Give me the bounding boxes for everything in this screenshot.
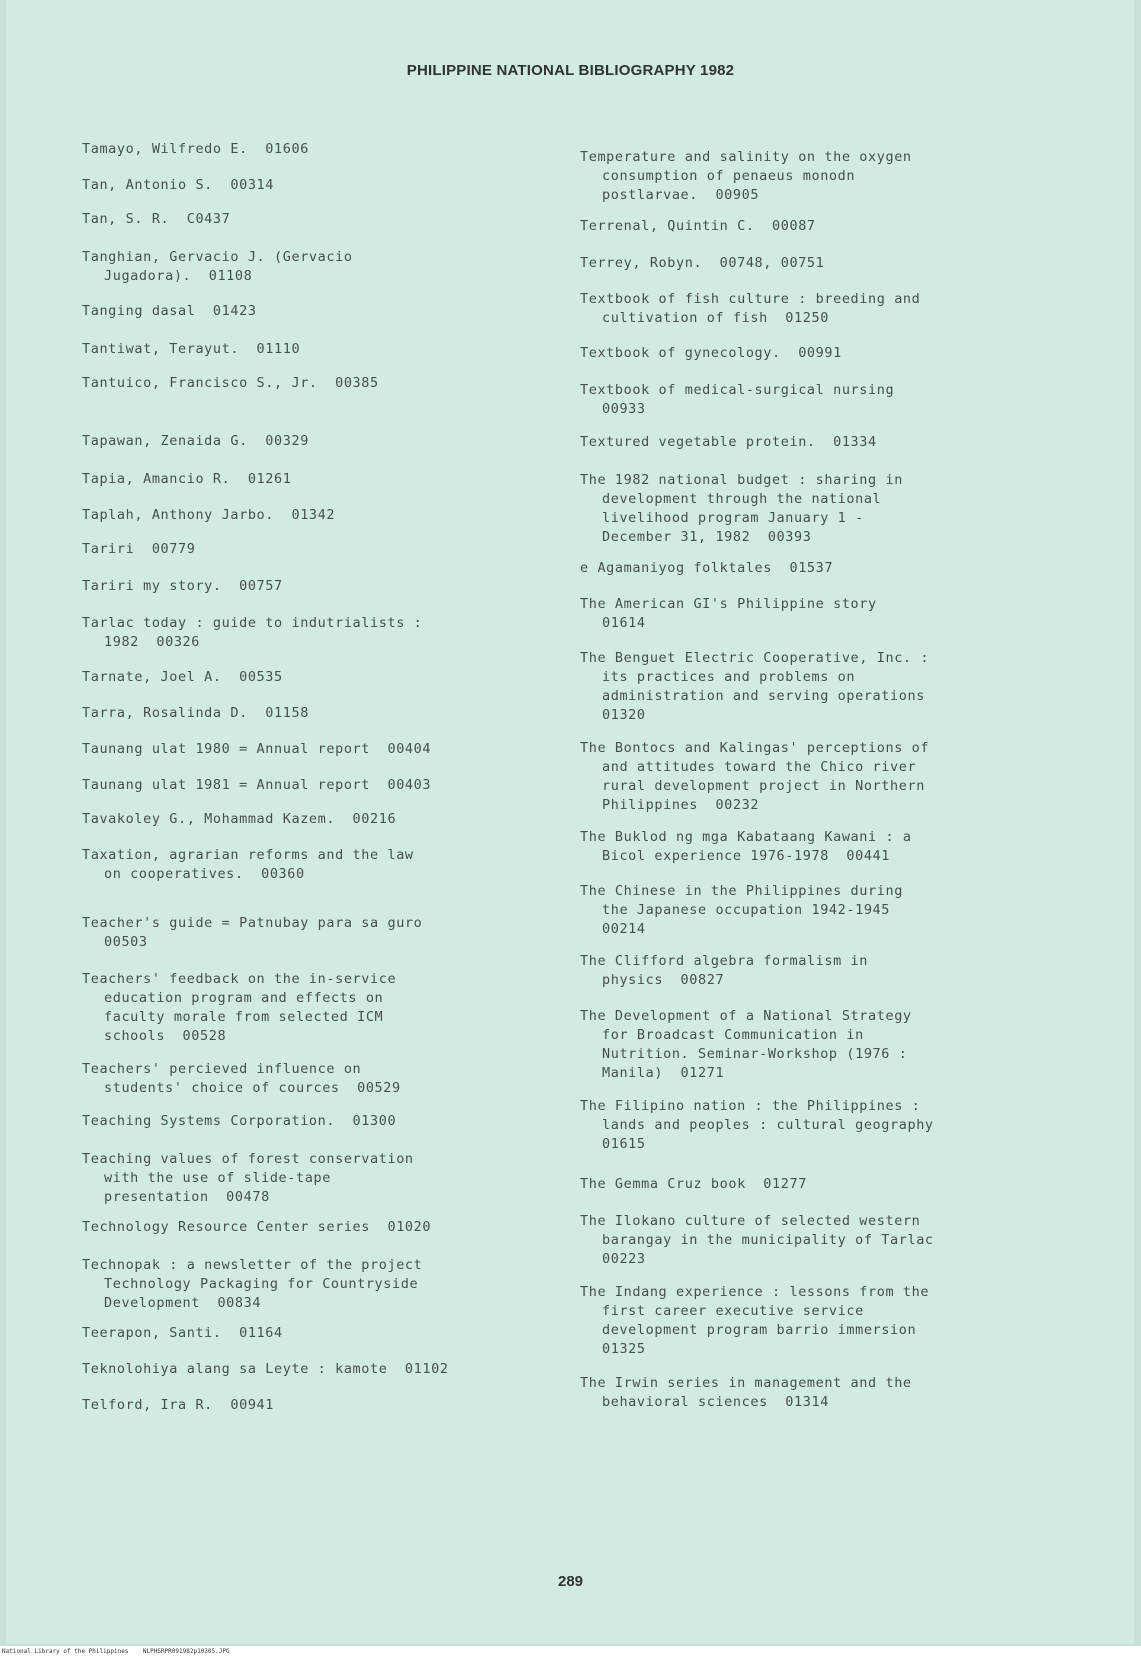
entry-line2: development through the national xyxy=(602,491,882,507)
right-entry xyxy=(580,381,894,419)
entry-line2: Bicol experience 1976-1978 00441 xyxy=(602,848,891,864)
left-entry xyxy=(82,374,379,393)
entry-line2: physics 00827 xyxy=(602,972,725,988)
entry-line1: Tantuico, Francisco S., Jr. 00385 xyxy=(82,375,379,391)
left-entry xyxy=(82,810,396,829)
entry-line2: lands and peoples : cultural geography xyxy=(602,1117,934,1133)
right-entry xyxy=(580,217,816,236)
entry-line1: Terrey, Robyn. 00748, 00751 xyxy=(580,255,825,271)
entry-line1: The Ilokano culture of selected western xyxy=(580,1213,921,1229)
right-entry xyxy=(580,1175,807,1194)
entry-line3: postlarvae. 00905 xyxy=(602,187,760,203)
entry-line1: The Clifford algebra formalism in xyxy=(580,953,869,969)
entry-line1: Taxation, agrarian reforms and the law xyxy=(82,847,414,863)
entry-line2: 00503 xyxy=(104,934,148,950)
entry-line1: Tariri 00779 xyxy=(82,541,196,557)
left-entry xyxy=(82,704,309,723)
entry-line3: Development 00834 xyxy=(104,1295,262,1311)
left-entry xyxy=(82,140,309,159)
left-entry xyxy=(82,668,283,687)
left-entry xyxy=(82,1324,283,1343)
left-entry xyxy=(82,540,195,559)
left-entry xyxy=(82,1060,401,1098)
left-entry xyxy=(82,176,274,195)
left-entry xyxy=(82,846,414,884)
right-entry xyxy=(580,828,912,866)
entry-line1: The Indang experience : lessons from the xyxy=(580,1284,930,1300)
right-entry xyxy=(580,882,903,939)
entry-line1: Taunang ulat 1981 = Annual report 00403 xyxy=(82,777,432,793)
right-entry xyxy=(580,1283,929,1359)
right-entry xyxy=(580,952,868,990)
entry-line1: Textured vegetable protein. 01334 xyxy=(580,434,877,450)
entry-line2: the Japanese occupation 1942-1945 xyxy=(602,902,891,918)
entry-line2: its practices and problems on xyxy=(602,669,856,685)
left-entry xyxy=(82,470,291,489)
left-entry xyxy=(82,1150,414,1207)
entry-line2: first career executive service xyxy=(602,1303,864,1319)
left-entry xyxy=(82,970,396,1046)
left-entry xyxy=(82,740,431,759)
entry-line3: faculty morale from selected ICM xyxy=(104,1009,384,1025)
entry-line1: Tanging dasal 01423 xyxy=(82,303,257,319)
entry-line1: Textbook of medical-surgical nursing xyxy=(580,382,895,398)
entry-line1: Teaching values of forest conservation xyxy=(82,1151,414,1167)
entry-line1: The Buklod ng mga Kabataang Kawani : a xyxy=(580,829,912,845)
entry-line2: consumption of penaeus monodn xyxy=(602,168,856,184)
page-number: 289 xyxy=(557,1573,584,1590)
footer-caption: National Library of the Philippines NLPHSRPR091982p10305.JPG xyxy=(0,1646,1141,1658)
right-entry xyxy=(580,649,929,725)
entry-line1: Tantiwat, Terayut. 01110 xyxy=(82,341,301,357)
entry-line1: The Chinese in the Philippines during xyxy=(580,883,903,899)
left-entry xyxy=(82,1396,274,1415)
entry-line1: The Filipino nation : the Philippines : xyxy=(580,1098,921,1114)
right-entry xyxy=(580,1212,934,1269)
entry-line2: cultivation of fish 01250 xyxy=(602,310,829,326)
entry-line3: development program barrio immersion xyxy=(602,1322,917,1338)
entry-line1: Tan, Antonio S. 00314 xyxy=(82,177,275,193)
left-entry xyxy=(82,1218,431,1237)
entry-line2: barangay in the municipality of Tarlac xyxy=(602,1232,934,1248)
entry-line1: The Irwin series in management and the xyxy=(580,1375,912,1391)
right-entry xyxy=(580,739,929,815)
entry-line4: Philippines 00232 xyxy=(602,797,760,813)
entry-line2: Jugadora). 01108 xyxy=(104,268,253,284)
entry-line1: Technopak : a newsletter of the project xyxy=(82,1257,423,1273)
entry-line4: 01320 xyxy=(602,707,646,723)
entry-line4: December 31, 1982 00393 xyxy=(602,529,812,545)
entry-line1: Teerapon, Santi. 01164 xyxy=(82,1325,283,1341)
entry-line3: 00214 xyxy=(602,921,646,937)
entry-line2: Technology Packaging for Countryside xyxy=(104,1276,419,1292)
entry-line2: 00933 xyxy=(602,401,646,417)
entry-line1: Textbook of fish culture : breeding and xyxy=(580,291,921,307)
entry-line1: The Bontocs and Kalingas' perceptions of xyxy=(580,740,930,756)
left-entry xyxy=(82,210,230,229)
left-entry xyxy=(82,302,257,321)
entry-line1: Teachers' feedback on the in-service xyxy=(82,971,397,987)
left-entry xyxy=(82,506,335,525)
entry-line1: Tarnate, Joel A. 00535 xyxy=(82,669,283,685)
entry-line1: Tapia, Amancio R. 01261 xyxy=(82,471,292,487)
entry-line2: on cooperatives. 00360 xyxy=(104,866,305,882)
entry-line1: Textbook of gynecology. 00991 xyxy=(580,345,842,361)
entry-line2: education program and effects on xyxy=(104,990,384,1006)
entry-line3: 01615 xyxy=(602,1136,646,1152)
entry-line2: behavioral sciences 01314 xyxy=(602,1394,829,1410)
entry-line3: administration and serving operations xyxy=(602,688,925,704)
entry-line1: Teachers' percieved influence on xyxy=(82,1061,362,1077)
entry-line1: The American GI's Philippine story xyxy=(580,596,877,612)
right-entry xyxy=(580,595,877,633)
entry-line1: Tapawan, Zenaida G. 00329 xyxy=(82,433,309,449)
right-entry xyxy=(580,433,877,452)
entry-line1: The Gemma Cruz book 01277 xyxy=(580,1176,807,1192)
entry-line2: 01614 xyxy=(602,615,646,631)
entry-line1: The 1982 national budget : sharing in xyxy=(580,472,903,488)
left-entry xyxy=(82,614,422,652)
entry-line3: livelihood program January 1 - xyxy=(602,510,864,526)
left-entry xyxy=(82,577,283,596)
entry-line4: schools 00528 xyxy=(104,1028,227,1044)
right-entry xyxy=(580,471,903,547)
entry-line1: Tanghian, Gervacio J. (Gervacio xyxy=(82,249,353,265)
entry-line1: Teacher's guide = Patnubay para sa guro xyxy=(82,915,423,931)
left-entry xyxy=(82,1360,449,1379)
entry-line2: and attitudes toward the Chico river xyxy=(602,759,917,775)
left-entry xyxy=(82,340,300,359)
entry-line1: Telford, Ira R. 00941 xyxy=(82,1397,275,1413)
entry-line1: Temperature and salinity on the oxygen xyxy=(580,149,912,165)
entry-line2: for Broadcast Communication in xyxy=(602,1027,864,1043)
left-entry xyxy=(82,776,431,795)
left-entry xyxy=(82,1112,396,1131)
entry-line1: Teknolohiya alang sa Leyte : kamote 01102 xyxy=(82,1361,449,1377)
entry-line1: Tamayo, Wilfredo E. 01606 xyxy=(82,141,309,157)
entry-line1: Tarlac today : guide to indutrialists : xyxy=(82,615,423,631)
entry-line1: Tan, S. R. C0437 xyxy=(82,211,231,227)
entry-line3: Nutrition. Seminar-Workshop (1976 : xyxy=(602,1046,908,1062)
right-entry xyxy=(580,1374,912,1412)
right-entry xyxy=(580,290,920,328)
entry-line1: Technology Resource Center series 01020 xyxy=(82,1219,432,1235)
entry-line4: 01325 xyxy=(602,1341,646,1357)
right-entry xyxy=(580,344,842,363)
entry-line1: Teaching Systems Corporation. 01300 xyxy=(82,1113,397,1129)
entry-line3: presentation 00478 xyxy=(104,1189,270,1205)
entry-line4: Manila) 01271 xyxy=(602,1065,725,1081)
left-entry xyxy=(82,1256,422,1313)
right-entry xyxy=(580,1007,912,1083)
entry-line1: e Agamaniyog folktales 01537 xyxy=(580,560,834,576)
left-entry xyxy=(82,248,353,286)
right-entry xyxy=(580,148,912,205)
entry-line2: 1982 00326 xyxy=(104,634,201,650)
page-header: PHILIPPINE NATIONAL BIBLIOGRAPHY 1982 xyxy=(406,62,735,79)
entry-line3: 00223 xyxy=(602,1251,646,1267)
entry-line1: Tavakoley G., Mohammad Kazem. 00216 xyxy=(82,811,397,827)
entry-line1: The Development of a National Strategy xyxy=(580,1008,912,1024)
entry-line1: Taplah, Anthony Jarbo. 01342 xyxy=(82,507,336,523)
left-entry xyxy=(82,432,309,451)
left-entry xyxy=(82,914,422,952)
entry-line1: Tarra, Rosalinda D. 01158 xyxy=(82,705,309,721)
entry-line2: students' choice of cources 00529 xyxy=(104,1080,401,1096)
entry-line1: Terrenal, Quintin C. 00087 xyxy=(580,218,816,234)
entry-line1: Taunang ulat 1980 = Annual report 00404 xyxy=(82,741,432,757)
entry-line2: with the use of slide-tape xyxy=(104,1170,331,1186)
entry-line1: Tariri my story. 00757 xyxy=(82,578,283,594)
right-entry xyxy=(580,1097,934,1154)
right-entry xyxy=(580,254,824,273)
entry-line1: The Benguet Electric Cooperative, Inc. : xyxy=(580,650,930,666)
entry-line3: rural development project in Northern xyxy=(602,778,925,794)
right-entry xyxy=(580,559,833,578)
